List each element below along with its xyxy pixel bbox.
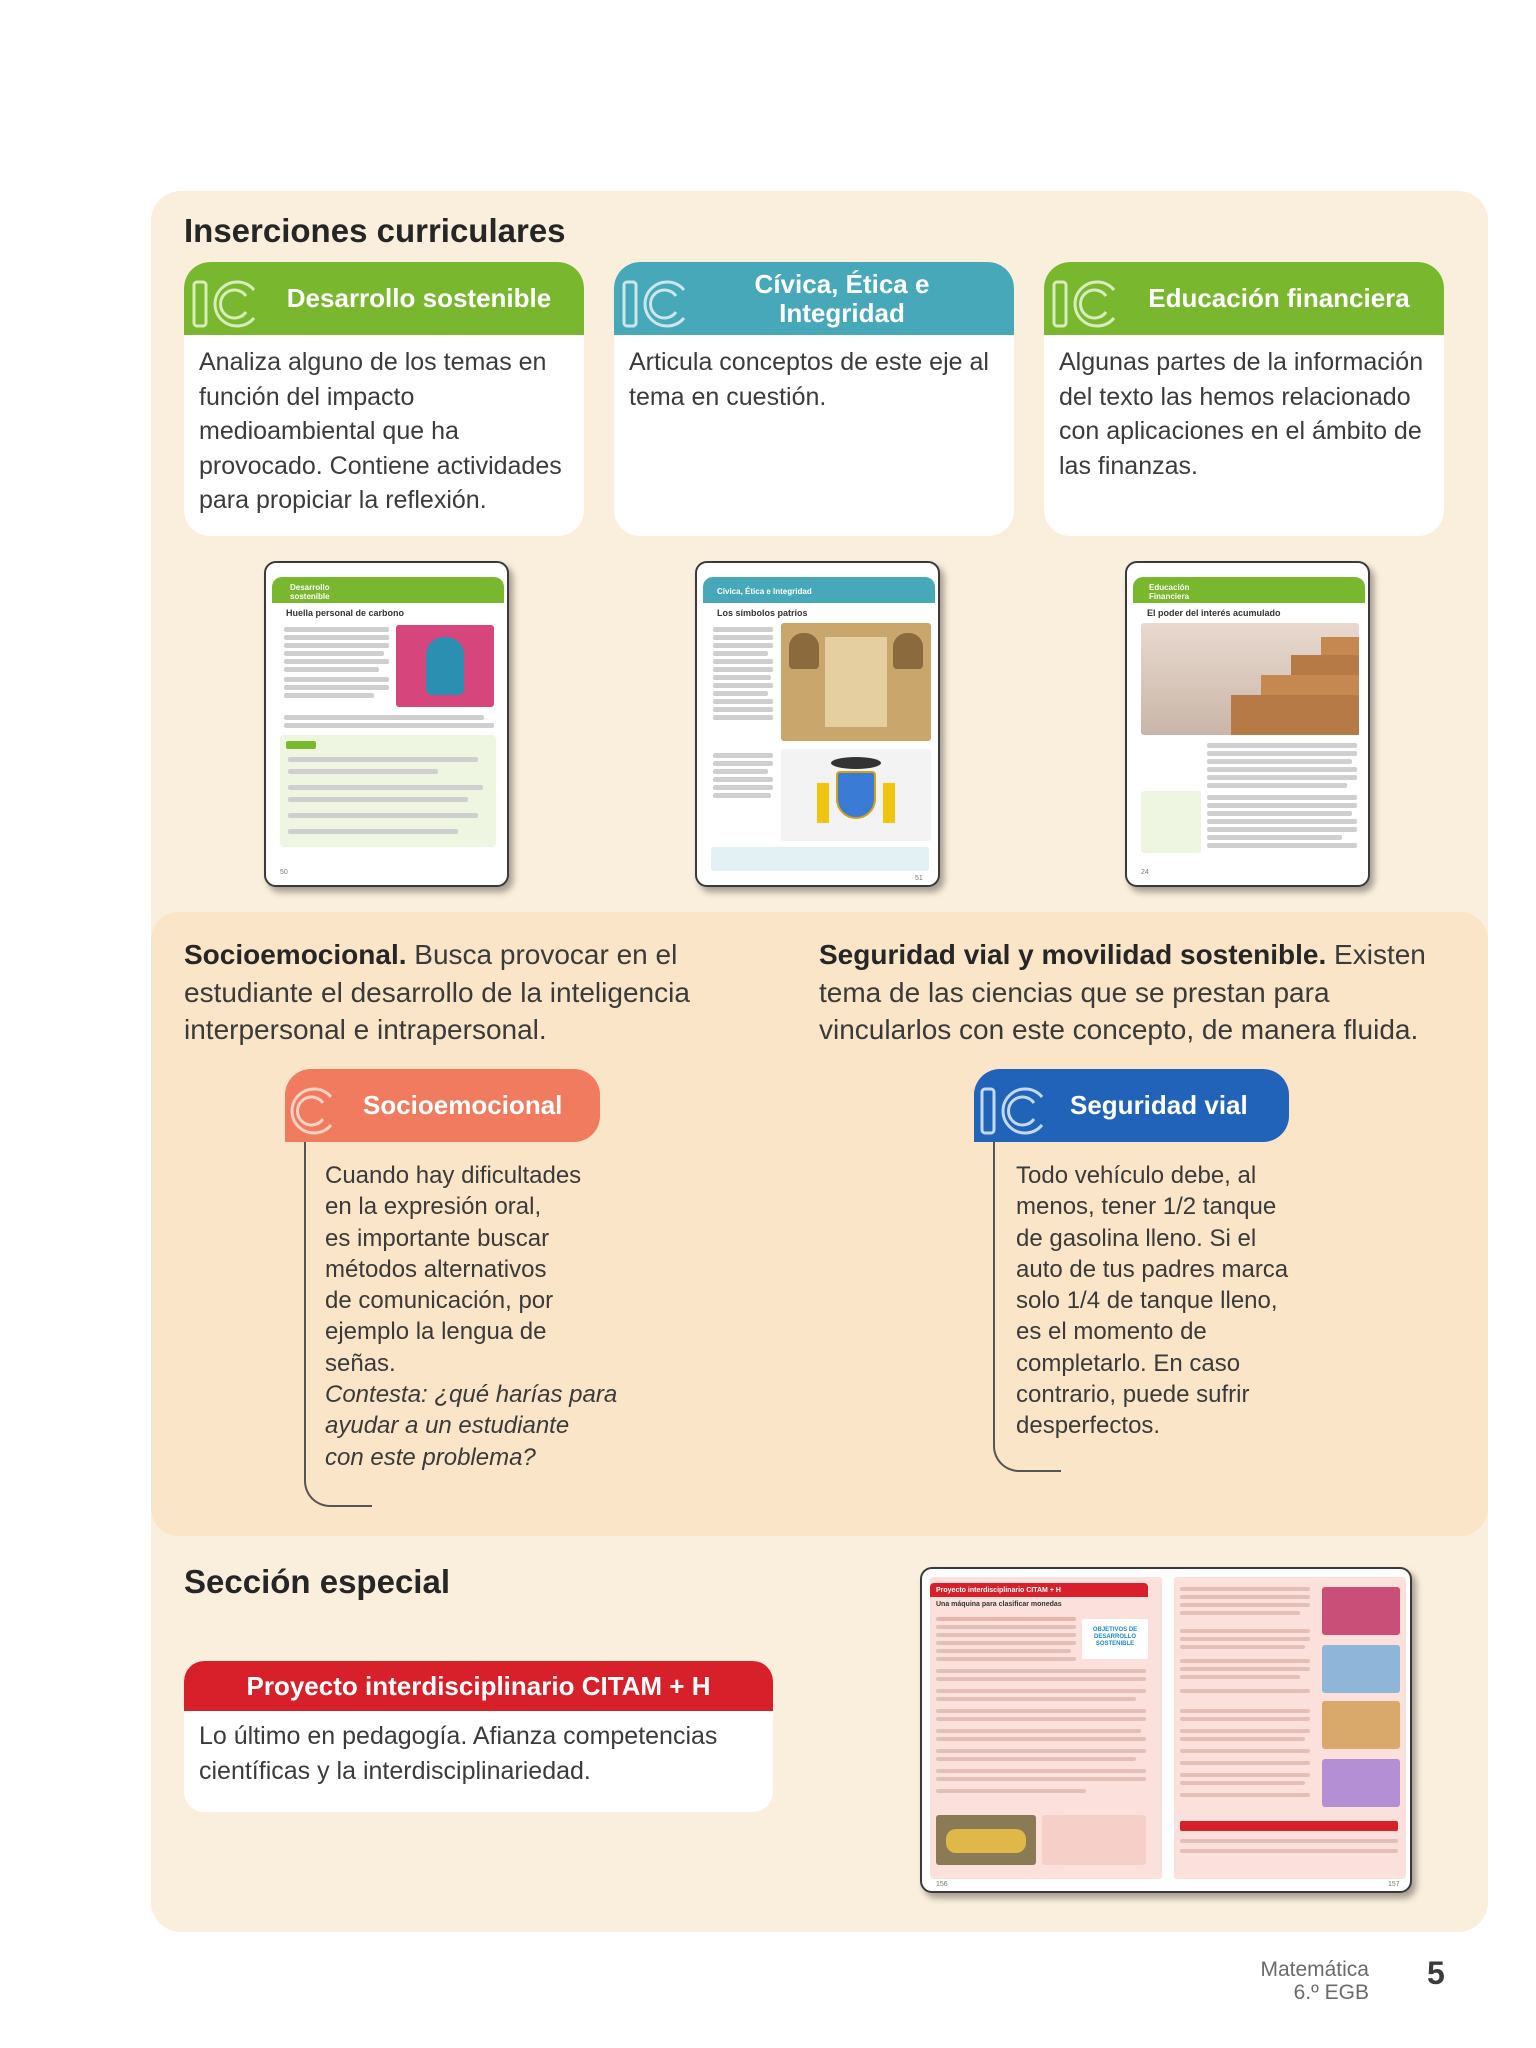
- question-line: ayudar a un estudiante: [325, 1412, 570, 1440]
- seguridad-lead: Seguridad vial y movilidad sostenible.: [819, 939, 1327, 970]
- thumb-header-label: Proyecto interdisciplinario CITAM + H: [936, 1587, 1061, 1594]
- note-line: es importante buscar: [325, 1224, 550, 1252]
- thumbnail-civica: [695, 561, 940, 887]
- thumb-photo: [396, 625, 494, 707]
- card-header: [614, 262, 1014, 335]
- thumbnail-desarrollo-sostenible: [264, 561, 509, 887]
- card-educacion-financiera: [1044, 262, 1444, 536]
- note-line: Cuando hay dificultades: [325, 1162, 582, 1189]
- seguridad-note: [1016, 1160, 1316, 1442]
- insertions-title: Inserciones curriculares: [184, 212, 566, 249]
- note-line: completarlo. En caso: [1016, 1349, 1241, 1377]
- note-line: de comunicación, por: [325, 1287, 554, 1315]
- thumbnail-educacion-financiera: [1125, 561, 1370, 887]
- socioemocional-text: Busca provocar en el estudiante el desarrollo de la inteligencia interpersonal e intrapersonal.: [184, 939, 690, 1045]
- thumb-ods-badge: OBJETIVOS DE DESARROLLO SOSTENIBLE: [1082, 1619, 1148, 1659]
- thumbnail-special-project: [920, 1567, 1412, 1893]
- note-line: desperfectos.: [1016, 1412, 1161, 1440]
- note-line: ejemplo la lengua de: [325, 1318, 547, 1346]
- special-project-card: [184, 1661, 773, 1812]
- card-desarrollo-sostenible: [184, 262, 584, 536]
- socioemocional-note: [325, 1160, 625, 1473]
- special-title: Sección especial: [184, 1563, 450, 1600]
- question-line: con este problema?: [325, 1443, 536, 1471]
- socioemocional-description: [184, 936, 744, 1049]
- socioemocional-lead: Socioemocional.: [184, 939, 407, 970]
- note-line: es el momento de: [1016, 1318, 1207, 1346]
- footer-subject-name: Matemática: [1260, 1958, 1369, 1981]
- thumb-page-right: 157: [1388, 1881, 1400, 1888]
- thumb-coat-of-arms: [781, 749, 931, 841]
- thumb-photo: [936, 1815, 1036, 1865]
- card-civica-etica: [614, 262, 1014, 536]
- note-line: Todo vehículo debe, al: [1016, 1162, 1257, 1189]
- socioemocional-badge: [285, 1069, 600, 1142]
- thumb-activity-box: [280, 735, 496, 847]
- ic-logo-icon: [1050, 276, 1122, 332]
- thumb-header-label: Cívica, Ética e Integridad: [717, 587, 812, 596]
- note-line: menos, tener 1/2 tanque: [1016, 1193, 1277, 1221]
- card-body: Analiza alguno de los temas en función del impacto medioambiental que ha provocado. Contiene actividades para propiciar la reflexión.: [199, 348, 562, 514]
- thumb-title: El poder del interés acumulado: [1147, 608, 1281, 618]
- thumb-page-left: 156: [936, 1881, 948, 1888]
- page-number: 5: [1427, 1955, 1445, 1991]
- card-header: [1044, 262, 1444, 335]
- note-line: señas.: [325, 1349, 396, 1377]
- thumb-document-image: [781, 623, 931, 741]
- question-line: Contesta: ¿qué harías para: [325, 1381, 618, 1409]
- card-body: Articula conceptos de este eje al tema en cuestión.: [629, 348, 989, 411]
- thumb-title: Una máquina para clasificar monedas: [936, 1601, 1062, 1608]
- card-title: Desarrollo sostenible: [286, 283, 552, 313]
- note-line: en la expresión oral,: [325, 1193, 542, 1221]
- footer-subject: [1260, 1958, 1369, 2004]
- thumb-header-label: Educación Financiera: [1149, 583, 1190, 601]
- special-project-title: Proyecto interdisciplinario CITAM + H: [184, 1661, 773, 1711]
- note-line: contrario, puede sufrir: [1016, 1381, 1250, 1409]
- note-line: solo 1/4 de tanque lleno,: [1016, 1287, 1278, 1315]
- thumb-page: 50: [280, 869, 288, 876]
- thumb-title: Los símbolos patrios: [717, 608, 808, 618]
- seguridad-text: Existen tema de las ciencias que se prestan para vincularlos con este concepto, de manera fluida.: [819, 939, 1426, 1045]
- thumb-page: 51: [915, 875, 923, 882]
- footer-grade: 6.º EGB: [1293, 1981, 1369, 2004]
- note-line: de gasolina lleno. Si el: [1016, 1224, 1257, 1252]
- note-line: auto de tus padres marca: [1016, 1255, 1289, 1283]
- card-title: Educación financiera: [1148, 283, 1410, 313]
- c-logo-icon: [283, 1083, 343, 1139]
- thumb-header-label: Desarrollo sostenible: [290, 583, 330, 601]
- ic-logo-icon: [620, 276, 692, 332]
- seguridad-badge-label: Seguridad vial: [1070, 1090, 1248, 1120]
- thumb-title: Huella personal de carbono: [286, 608, 405, 618]
- special-project-body: Lo último en pedagogía. Afianza competencias científicas y la interdisciplinariedad.: [199, 1722, 718, 1785]
- thumb-page: 24: [1141, 869, 1149, 876]
- thumb-photo: [1141, 623, 1359, 735]
- note-line: métodos alternativos: [325, 1255, 547, 1283]
- ic-logo-icon: [190, 276, 262, 332]
- socioemocional-badge-label: Socioemocional: [363, 1090, 563, 1120]
- card-header: [184, 262, 584, 335]
- seguridad-description: [819, 936, 1459, 1049]
- card-body: Algunas partes de la información del texto las hemos relacionado con aplicaciones en el ámbito de las finanzas.: [1059, 348, 1424, 480]
- ic-logo-icon: [978, 1083, 1050, 1139]
- seguridad-badge: [974, 1069, 1289, 1142]
- card-title: Cívica, Ética e Integridad: [754, 268, 930, 328]
